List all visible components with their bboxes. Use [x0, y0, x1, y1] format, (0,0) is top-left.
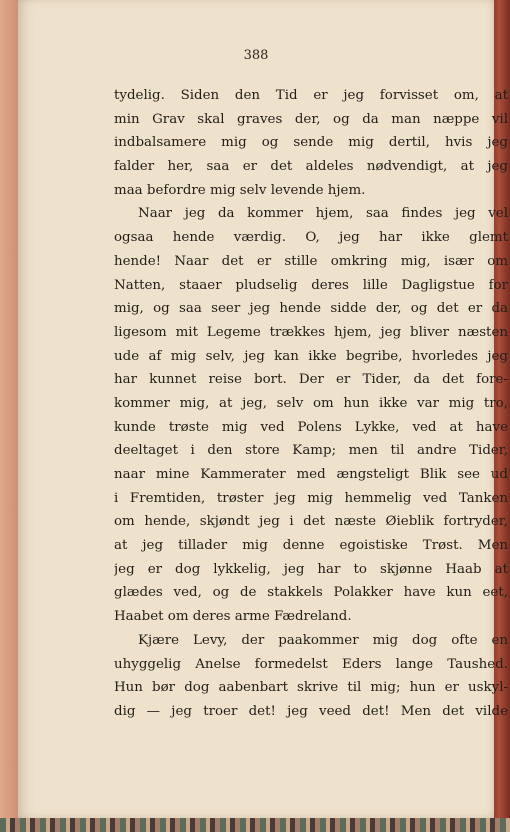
text-line: naar mine Kammerater med ængsteligt Blik see ud [114, 467, 508, 482]
text-line: i Fremtiden, trøster jeg mig hemmelig ved Tanken [114, 490, 508, 506]
book-edge-pattern [0, 818, 510, 832]
text-line: indbalsamere mig og sende mig dertil, hvis jeg [114, 135, 508, 151]
text-line: kommer mig, at jeg, selv om hun ikke var mig tro, [114, 395, 508, 411]
text-line: Natten, staaer pludselig deres lille Dagligstue for [114, 277, 508, 293]
text-line: dig — jeg troer det! jeg veed det! Men det vilde [114, 703, 508, 719]
text-line: ligesom mit Legeme trækkes hjem, jeg bliver næsten [114, 324, 508, 340]
body-text [114, 84, 508, 724]
text-line: har kunnet reise bort. Der er Tider, da det fore- [114, 372, 508, 388]
text-line: at jeg tillader mig denne egoistiske Trøst. Men [114, 538, 508, 554]
text-line: jeg er dog lykkelig, jeg har to skjønne Haab at [114, 561, 508, 577]
text-line: Haabet om deres arme Fædreland. [114, 609, 352, 625]
text-line: hende! Naar det er stille omkring mig, især om [114, 253, 508, 269]
text-line: min Grav skal graves der, og da man næppe vil [114, 111, 508, 127]
text-line: ude af mig selv, jeg kan ikke begribe, hvorledes jeg [114, 348, 508, 364]
book-page [18, 0, 508, 818]
text-line: tydelig. Siden den Tid er jeg forvisset om, at [114, 88, 508, 103]
text-line: om hende, skjøndt jeg i det næste Øieblik fortryder, [114, 514, 508, 530]
text-line: glædes ved, og de stakkels Polakker have kun eet, [114, 585, 508, 601]
text-line: Naar jeg da kommer hjem, saa findes jeg vel [138, 206, 508, 222]
text-line: mig, og saa seer jeg hende sidde der, og det er da [114, 301, 508, 317]
text-line: ogsaa hende værdig. O, jeg har ikke glemt [114, 230, 508, 246]
text-line: deeltaget i den store Kamp; men til andre Tider, [114, 443, 508, 459]
text-line: Hun bør dog aabenbart skrive til mig; hun er uskyl- [114, 680, 508, 696]
text-line: maa befordre mig selv levende hjem. [114, 182, 366, 198]
text-line: uhyggelig Anelse formedelst Eders lange Taushed. [114, 656, 508, 672]
text-line: falder her, saa er det aldeles nødvendigt, at jeg [114, 159, 508, 175]
text-line: kunde trøste mig ved Polens Lykke, ved at have [114, 419, 508, 435]
page-number: 388 [243, 48, 269, 63]
text-line: Kjære Levy, der paakommer mig dog ofte en [138, 632, 508, 648]
